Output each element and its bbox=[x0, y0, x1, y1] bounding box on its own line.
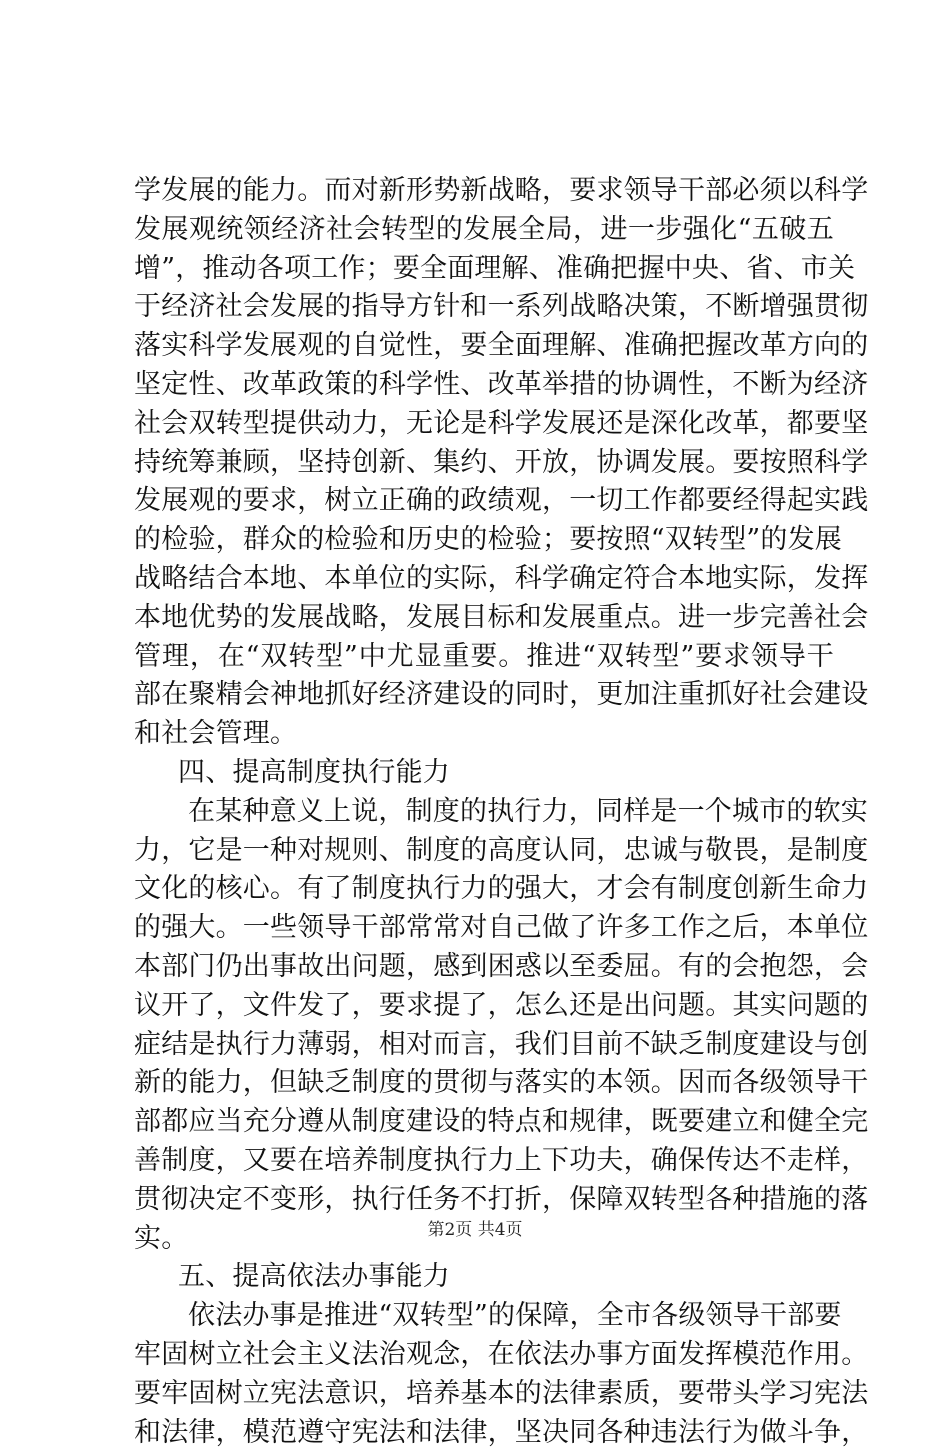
text-line: 力，它是一种对规则、制度的高度认同，忠诚与敬畏，是制度 bbox=[134, 832, 834, 871]
text-line: 和法律，模范遵守宪法和法律，坚决同各种违法行为做斗争， bbox=[134, 1414, 834, 1452]
text-line: 管理，在“双转型”中尤显重要。推进“双转型”要求领导干 bbox=[134, 638, 834, 677]
text-line: 学发展的能力。而对新形势新战略，要求领导干部必须以科学 bbox=[134, 172, 834, 211]
text-line: 发展观的要求，树立正确的政绩观，一切工作都要经得起实践 bbox=[134, 482, 834, 521]
text-line: 坚定性、改革政策的科学性、改革举措的协调性，不断为经济 bbox=[134, 366, 834, 405]
text-line: 贯彻决定不变形，执行任务不打折，保障双转型各种措施的落 bbox=[134, 1181, 834, 1220]
page-number: 第2页 共4页 bbox=[0, 1218, 950, 1242]
text-line: 新的能力，但缺乏制度的贯彻与落实的本领。因而各级领导干 bbox=[134, 1064, 834, 1103]
section-heading: 四、提高制度执行能力 bbox=[134, 754, 834, 793]
text-line: 实。 bbox=[134, 1220, 834, 1259]
text-line: 牢固树立社会主义法治观念，在依法办事方面发挥模范作用。 bbox=[134, 1336, 834, 1375]
text-line: 本部门仍出事故出问题，感到困惑以至委屈。有的会抱怨，会 bbox=[134, 948, 834, 987]
section-heading: 五、提高依法办事能力 bbox=[134, 1258, 834, 1297]
text-line: 的检验，群众的检验和历史的检验；要按照“双转型”的发展 bbox=[134, 521, 834, 560]
text-line: 于经济社会发展的指导方针和一系列战略决策，不断增强贯彻 bbox=[134, 288, 834, 327]
text-line: 持统筹兼顾，坚持创新、集约、开放，协调发展。要按照科学 bbox=[134, 444, 834, 483]
text-line: 落实科学发展观的自觉性，要全面理解、准确把握改革方向的 bbox=[134, 327, 834, 366]
text-line: 部都应当充分遵从制度建设的特点和规律，既要建立和健全完 bbox=[134, 1103, 834, 1142]
text-line: 文化的核心。有了制度执行力的强大，才会有制度创新生命力 bbox=[134, 870, 834, 909]
text-line: 战略结合本地、本单位的实际，科学确定符合本地实际，发挥 bbox=[134, 560, 834, 599]
text-line: 在某种意义上说，制度的执行力，同样是一个城市的软实 bbox=[134, 793, 834, 832]
text-line: 症结是执行力薄弱，相对而言，我们目前不缺乏制度建设与创 bbox=[134, 1026, 834, 1065]
text-line: 社会双转型提供动力，无论是科学发展还是深化改革，都要坚 bbox=[134, 405, 834, 444]
body-text bbox=[134, 172, 834, 1452]
text-line: 增”，推动各项工作；要全面理解、准确把握中央、省、市关 bbox=[134, 250, 834, 289]
text-line: 要牢固树立宪法意识，培养基本的法律素质，要带头学习宪法 bbox=[134, 1375, 834, 1414]
text-line: 和社会管理。 bbox=[134, 715, 834, 754]
text-line: 发展观统领经济社会转型的发展全局，进一步强化“五破五 bbox=[134, 211, 834, 250]
text-line: 本地优势的发展战略，发展目标和发展重点。进一步完善社会 bbox=[134, 599, 834, 638]
text-line: 善制度，又要在培养制度执行力上下功夫，确保传达不走样， bbox=[134, 1142, 834, 1181]
text-line: 议开了，文件发了，要求提了，怎么还是出问题。其实问题的 bbox=[134, 987, 834, 1026]
text-line: 的强大。一些领导干部常常对自己做了许多工作之后，本单位 bbox=[134, 909, 834, 948]
text-line: 部在聚精会神地抓好经济建设的同时，更加注重抓好社会建设 bbox=[134, 676, 834, 715]
text-line: 依法办事是推进“双转型”的保障，全市各级领导干部要 bbox=[134, 1297, 834, 1336]
